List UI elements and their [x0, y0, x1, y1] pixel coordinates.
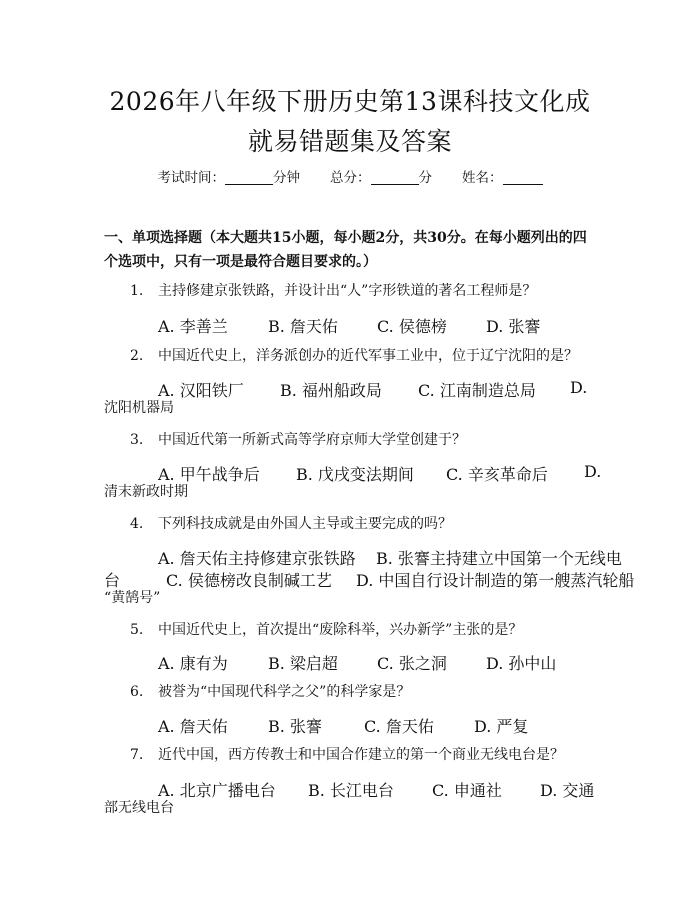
option-a[interactable]: A. 康有为 — [158, 654, 228, 673]
option-d[interactable]: D. 中国自行设计制造的第一艘蒸汽轮船 — [356, 571, 635, 590]
section-heading-line-2: 个选项中，只有一项是最符合题目要求的。） — [104, 254, 377, 270]
question-4-options-continued — [0, 568, 700, 588]
question-4-options — [0, 546, 700, 566]
score-blank[interactable] — [371, 170, 419, 185]
option-b[interactable]: B. 戊戌变法期间 — [296, 465, 414, 484]
question-2-options — [0, 378, 700, 398]
option-b-continuation[interactable]: 台 — [104, 571, 121, 590]
question-2 — [130, 346, 610, 366]
option-a[interactable]: A. 甲午战争后 — [158, 465, 260, 484]
option-d[interactable]: D. 孙中山 — [486, 654, 557, 673]
option-c[interactable]: C. 江南制造总局 — [418, 381, 536, 400]
section-heading-line-1: 一、单项选择题（本大题共15小题，每小题2分，共30分。在每小题列出的四 — [104, 230, 587, 246]
question-7-option-d-continuation[interactable]: 部无线电台 — [104, 800, 174, 816]
exam-title-line-2: 就易错题集及答案 — [247, 127, 452, 156]
question-4 — [130, 514, 610, 534]
question-3-options — [0, 462, 700, 482]
question-text: 主持修建京张铁路，并设计出“人”字形铁道的著名工程师是？ — [158, 283, 537, 299]
name-label: 姓名： — [462, 170, 503, 186]
option-b[interactable]: B. 长江电台 — [308, 781, 394, 800]
option-a[interactable]: A. 李善兰 — [158, 317, 228, 336]
option-c[interactable]: C. 侯德榜改良制碱工艺 — [166, 571, 332, 590]
option-b[interactable]: B. 张謇 — [268, 717, 322, 736]
option-a[interactable]: A. 詹天佑 — [158, 717, 228, 736]
question-number: 7. — [130, 747, 144, 763]
question-text: 中国近代史上，首次提出“废除科举，兴办新学”主张的是？ — [158, 622, 523, 638]
option-b[interactable]: B. 詹天佑 — [268, 317, 338, 336]
question-2-option-d-continuation[interactable]: 沈阳机器局 — [104, 400, 174, 416]
option-d[interactable]: D. 张謇 — [486, 317, 541, 336]
question-6 — [130, 682, 610, 702]
option-a[interactable]: A. 北京广播电台 — [158, 781, 276, 800]
option-d[interactable]: D. 严复 — [474, 717, 529, 736]
question-text: 中国近代第一所新式高等学府京师大学堂创建于？ — [158, 432, 466, 448]
question-7 — [130, 745, 610, 765]
question-3 — [130, 430, 610, 450]
score-label: 总分： — [330, 170, 371, 186]
option-c[interactable]: C. 侯德榜 — [377, 317, 447, 336]
question-1 — [130, 281, 610, 301]
option-c[interactable]: C. 詹天佑 — [364, 717, 434, 736]
question-3-option-d-continuation[interactable]: 清末新政时期 — [104, 484, 188, 500]
time-unit: 分钟 — [273, 170, 300, 186]
question-4-option-d-continuation[interactable]: “黄鹄号” — [104, 590, 161, 606]
option-b[interactable]: B. 福州船政局 — [280, 381, 382, 400]
question-7-options — [0, 778, 700, 798]
time-blank[interactable] — [225, 170, 273, 185]
question-number: 6. — [130, 684, 144, 700]
question-text: 下列科技成就是由外国人主导或主要完成的吗？ — [158, 516, 452, 532]
exam-meta — [0, 166, 700, 186]
option-d[interactable]: D. — [570, 378, 588, 397]
time-label: 考试时间： — [157, 170, 225, 186]
question-number: 2. — [130, 348, 144, 364]
option-c[interactable]: C. 申通社 — [432, 781, 502, 800]
question-6-options — [0, 714, 700, 734]
question-text: 被誉为“中国现代科学之父”的科学家是？ — [158, 684, 411, 700]
option-b[interactable]: B. 张謇主持建立中国第一个无线电 — [376, 549, 622, 568]
question-text: 中国近代史上，洋务派创办的近代军事工业中，位于辽宁沈阳的是？ — [158, 348, 578, 364]
option-d[interactable]: D. — [584, 462, 602, 481]
question-1-options — [0, 314, 700, 334]
question-number: 3. — [130, 432, 144, 448]
question-number: 4. — [130, 516, 144, 532]
question-5 — [130, 620, 610, 640]
option-a[interactable]: A. 汉阳铁厂 — [158, 381, 244, 400]
option-c[interactable]: C. 辛亥革命后 — [446, 465, 548, 484]
option-a[interactable]: A. 詹天佑主持修建京张铁路 — [158, 549, 356, 568]
option-c[interactable]: C. 张之洞 — [377, 654, 447, 673]
question-number: 1. — [130, 283, 144, 299]
question-5-options — [0, 651, 700, 671]
question-text: 近代中国，西方传教士和中国合作建立的第一个商业无线电台是？ — [158, 747, 564, 763]
option-d[interactable]: D. 交通 — [540, 781, 595, 800]
question-number: 5. — [130, 622, 144, 638]
name-blank[interactable] — [503, 170, 543, 185]
option-b[interactable]: B. 梁启超 — [268, 654, 338, 673]
score-unit: 分 — [418, 170, 432, 186]
exam-title-line-1: 2026年八年级下册历史第13课科技文化成 — [109, 87, 591, 116]
